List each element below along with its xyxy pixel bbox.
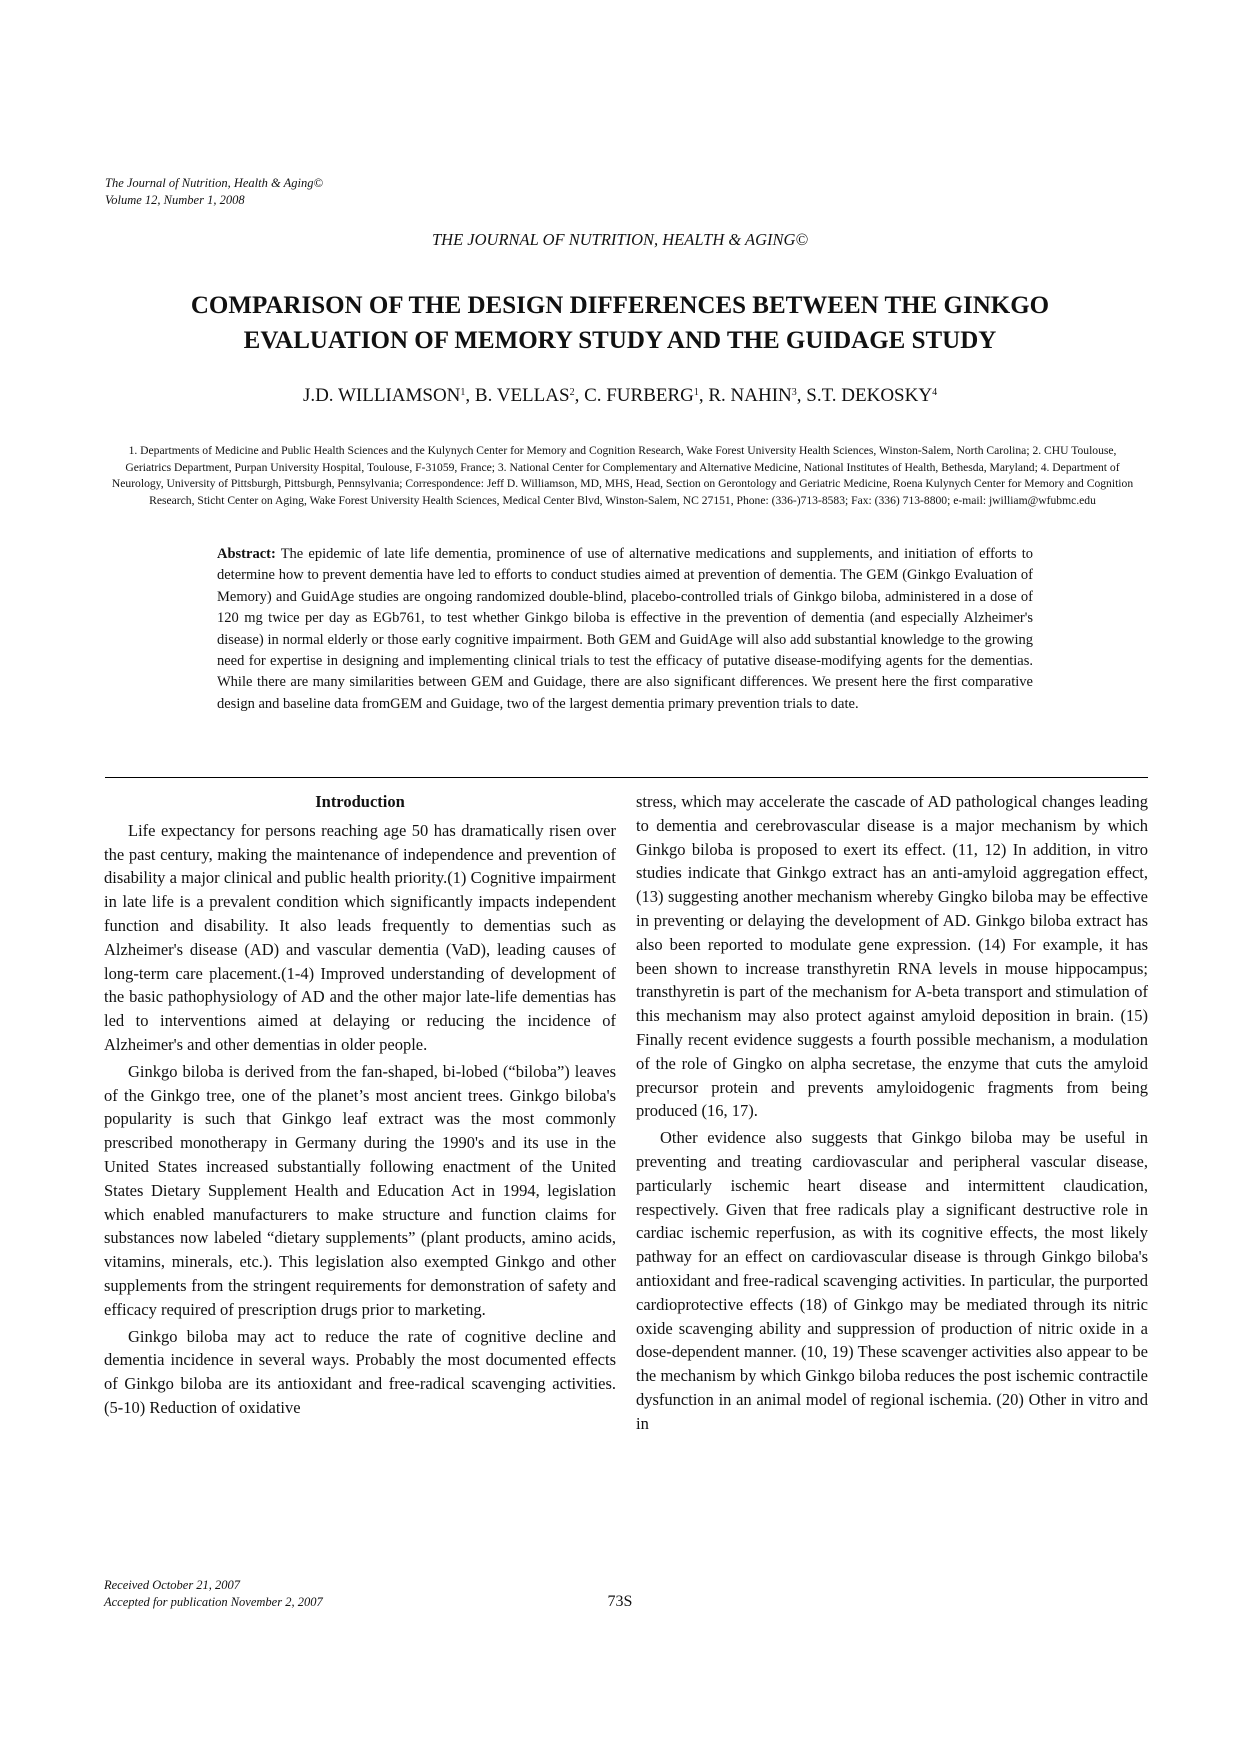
paper-title bbox=[100, 288, 1140, 358]
running-head: THE JOURNAL OF NUTRITION, HEALTH & AGING© bbox=[432, 230, 808, 249]
author-list bbox=[0, 385, 1240, 407]
body-paragraph: Life expectancy for persons reaching age 50 has dramatically risen over the past century, making the maintenance of independence and prevention of disability a major clinical and public health priority.(1) Cognitive impairment in late life is a prevalent condition which significantly impacts independent function and disability. It also leads frequently to dementias such as Alzheimer's disease (AD) and vascular dementia (VaD), leading causes of long-term care placement.(1-4) Improved understanding of development of the basic pathophysiology of AD and the other major late-life dementias has led to interventions aimed at delaying or reducing the incidence of Alzheimer's and other dementias in older people. bbox=[104, 820, 616, 1054]
author-separator: , bbox=[465, 385, 475, 406]
author-separator: , bbox=[698, 385, 709, 406]
author-affiliation-marker: 3 bbox=[791, 387, 797, 398]
abstract bbox=[217, 544, 1033, 715]
paper-title-line-2: EVALUATION OF MEMORY STUDY AND THE GUIDAGE STUDY bbox=[243, 327, 997, 354]
author-separator: , bbox=[796, 385, 807, 406]
abstract-label: Abstract: bbox=[217, 546, 276, 562]
author-affiliation-marker: 4 bbox=[932, 387, 938, 398]
left-column bbox=[104, 790, 616, 1420]
abstract-text: The epidemic of late life dementia, prominence of use of alternative medications and supplements, and initiation of efforts to determine how to prevent dementia have led to efforts to conduct studies aimed at prevention of dementia. The GEM (Ginkgo Evaluation of Memory) and GuidAge studies are ongoing randomized double-blind, placebo-controlled trials of Ginkgo biloba, administered in a dose of 120 mg twice per day as EGb761, to test whether Ginkgo biloba is effective in the prevention of dementia (and especially Alzheimer's disease) in normal elderly or those early cognitive impairment. Both GEM and GuidAge will also add substantial knowledge to the growing need for expertise in designing and implementing clinical trials to test the efficacy of putative disease-modifying agents for the dementias. While there are many similarities between GEM and Guidage, there are also significant differences. We present here the first comparative design and baseline data fromGEM and Guidage, two of the largest dementia primary prevention trials to date. bbox=[217, 546, 1033, 712]
body-paragraph: Other evidence also suggests that Ginkgo biloba may be useful in preventing and treating cardiovascular and peripheral vascular disease, particularly ischemic heart disease and intermittent claudication, respectively. Given that free radicals play a significant destructive role in cardiac ischemic reperfusion, as with its cognitive effects, the most likely pathway for an effect on cardiovascular disease is through Ginkgo biloba's antioxidant and free-radical scavenging activities. In particular, the purported cardioprotective effects (18) of Ginkgo may be mediated through its nitric oxide scavenging ability and suppression of production of nitric oxide in a dose-dependent manner. (10, 19) These scavenger activities also appear to be the mechanism by which Ginkgo biloba reduces the post ischemic contractile dysfunction in an animal model of regional ischemia. (20) Other in vitro and in bbox=[636, 1128, 1148, 1433]
right-column bbox=[636, 790, 1148, 1436]
affiliations: 1. Departments of Medicine and Public Health Sciences and the Kulynych Center for Memory and Cognition Research, Wake Forest University Health Sciences, Winston-Salem, North Carolina; 2. CHU Toulouse, Geriatrics Department, Purpan University Hospital, Toulouse, F-31059, France; 3. National Center for Complementary and Alternative Medicine, National Institutes of Health, Bethesda, Maryland; 4. Department of Neurology, University of Pittsburgh, Pittsburgh, Pennsylvania; Correspondence: Jeff D. Williamson, MD, MHS, Head, Section on Gerontology and Geriatric Medicine, Roena Kulynych Center for Memory and Cognition Research, Sticht Center on Aging, Wake Forest University Health Sciences, Medical Center Blvd, Winston-Salem, NC 27151, Phone: (336-)713-8583; Fax: (336) 713-8800; e-mail: jwilliam@wfubmc.edu bbox=[111, 444, 1134, 507]
author-affiliation-marker: 1 bbox=[693, 387, 699, 398]
accepted-date: Accepted for publication November 2, 2007 bbox=[104, 1595, 323, 1609]
author-affiliation-marker: 1 bbox=[460, 387, 466, 398]
section-heading-introduction: Introduction bbox=[315, 792, 405, 811]
received-date: Received October 21, 2007 bbox=[104, 1578, 241, 1592]
author-separator: , bbox=[574, 385, 585, 406]
journal-citation bbox=[105, 175, 323, 209]
body-paragraph: stress, which may accelerate the cascade of AD pathological changes leading to dementia and cerebrovascular disease is a major mechanism by which Ginkgo biloba is proposed to exert its effect. (11, 12) In addition, in vitro studies indicate that Ginkgo extract has an anti-amyloid aggregation effect, (13) suggesting another mechanism whereby Gingko biloba may be effective in preventing or delaying the development of AD. Ginkgo biloba extract has also been reported to modulate gene expression. (14) For example, it has been shown to increase transthyretin RNA levels in mouse hippocampus; transthyretin is part of the mechanism for A-beta transport and stimulation of this mechanism may also protect against amyloid deposition in brain. (15) Finally recent evidence suggests a fourth possible mechanism, a modulation of the role of Gingko on alpha secretase, the enzyme that cuts the amyloid precursor protein and prevents amyloidogenic fragments from being produced (16, 17). bbox=[636, 792, 1148, 1121]
author-name: C. FURBERG bbox=[584, 385, 694, 406]
journal-volume: Volume 12, Number 1, 2008 bbox=[105, 193, 245, 207]
body-paragraph: Ginkgo biloba is derived from the fan-shaped, bi-lobed (“biloba”) leaves of the Ginkgo tree, one of the planet’s most ancient trees. Ginkgo biloba's popularity is such that Ginkgo leaf extract was the most commonly prescribed monotherapy in Germany during the 1990's and its use in the United States increased substantially following enactment of the United States Dietary Supplement Health and Education Act in 1994, legislation which enabled manufacturers to make structure and function claims for substances now labeled “dietary supplements” (plant products, amino acids, vitamins, minerals, etc.). This legislation also exempted Ginkgo and other supplements from the stringent requirements for demonstration of safety and efficacy required of prescription drugs prior to marketing. bbox=[104, 1061, 616, 1319]
author-name: R. NAHIN bbox=[708, 385, 792, 406]
author-name: B. VELLAS bbox=[474, 385, 570, 406]
section-divider bbox=[105, 777, 1148, 778]
body-paragraph: Ginkgo biloba may act to reduce the rate of cognitive decline and dementia incidence in several ways. Probably the most documented effects of Ginkgo biloba are its antioxidant and free-radical scavenging activities. (5-10) Reduction of oxidative bbox=[104, 1326, 616, 1417]
page-number: 73S bbox=[607, 1593, 633, 1610]
author-name: J.D. WILLIAMSON bbox=[302, 385, 461, 406]
paper-title-line-1: COMPARISON OF THE DESIGN DIFFERENCES BETWEEN THE GINKGO bbox=[190, 292, 1050, 319]
author-name: S.T. DEKOSKY bbox=[806, 385, 933, 406]
author-affiliation-marker: 2 bbox=[569, 387, 575, 398]
journal-name: The Journal of Nutrition, Health & Aging© bbox=[105, 176, 323, 190]
